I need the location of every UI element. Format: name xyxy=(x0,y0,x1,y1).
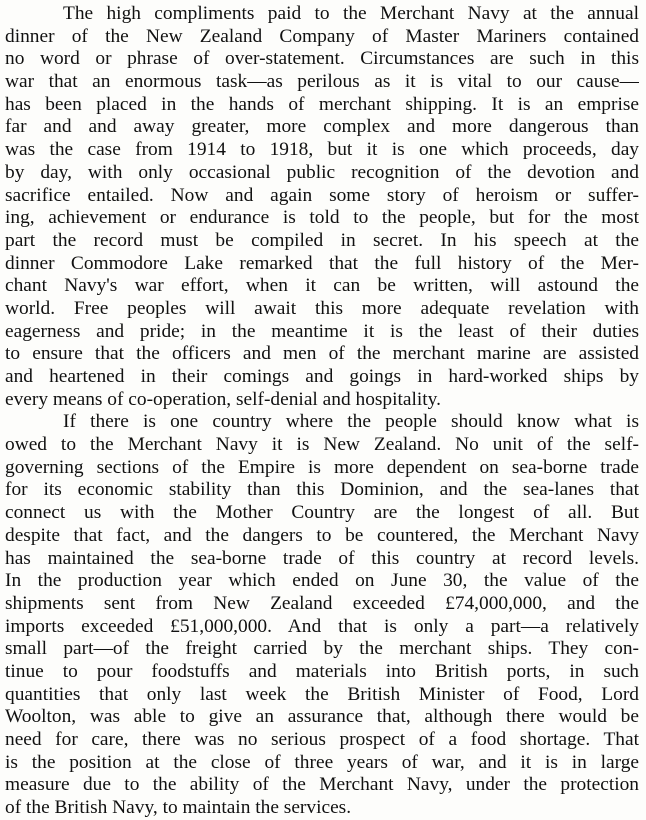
text-line: every means of co-operation, self-denial and hospitality. xyxy=(5,388,441,410)
text-line: has been placed in the hands of merchant shipping. It is an emprise xyxy=(5,93,639,115)
text-line: war that an enormous task—as perilous as it is vital to our cause— xyxy=(5,71,639,93)
paragraph-1 xyxy=(5,3,639,411)
text-line: dinner Commodore Lake remarked that the full history of the Mer- xyxy=(5,252,639,274)
text-line: sacrifice entailed. Now and again some story of heroism or suffer- xyxy=(5,184,639,206)
text-line: of the British Navy, to maintain the services. xyxy=(5,797,352,819)
text-line: world. Free peoples will await this more adequate revelation with xyxy=(5,297,639,319)
text-line: Woolton, was able to give an assurance that, although there would be xyxy=(5,706,639,728)
text-line: eagerness and pride; in the meantime it is the least of their duties xyxy=(5,320,639,342)
text-line: ing, achievement or endurance is told to the people, but for the most xyxy=(5,207,639,229)
text-line: no word or phrase of over-statement. Circumstances are such in this xyxy=(5,48,639,70)
text-line: connect us with the Mother Country are the longest of all. But xyxy=(5,502,639,524)
text-line: to ensure that the officers and men of the merchant marine are assisted xyxy=(5,343,639,365)
text-line: is the position at the close of three years of war, and it is in large xyxy=(5,751,639,773)
paragraph-2 xyxy=(5,411,639,819)
text-line: need for care, there was no serious prospect of a food shortage. That xyxy=(5,729,639,750)
text-line: tinue to pour foodstuffs and materials into British ports, in such xyxy=(5,660,639,682)
text-line: governing sections of the Empire is more dependent on sea-borne trade xyxy=(5,456,639,478)
text-line: chant Navy's war effort, when it can be written, will astound the xyxy=(5,275,639,297)
text-line: owed to the Merchant Navy it is New Zealand. No unit of the self- xyxy=(5,434,639,456)
text-line: small part—of the freight carried by the merchant ships. They con- xyxy=(5,638,639,660)
text-line: for its economic stability than this Dominion, and the sea-lanes that xyxy=(5,479,639,501)
text-line: imports exceeded £51,000,000. And that is only a part—a relatively xyxy=(5,615,639,637)
text-line: shipments sent from New Zealand exceeded £74,000,000, and the xyxy=(5,592,639,614)
text-line: by day, with only occasional public recognition of the devotion and xyxy=(5,161,639,183)
text-line: despite that fact, and the dangers to be countered, the Merchant Navy xyxy=(5,524,639,546)
text-line: dinner of the New Zealand Company of Master Mariners contained xyxy=(5,25,639,47)
text-line: The high compliments paid to the Merchant Navy at the annual xyxy=(63,3,639,24)
text-line: In the production year which ended on June 30, the value of the xyxy=(5,570,639,592)
text-line: quantities that only last week the British Minister of Food, Lord xyxy=(5,683,639,705)
text-line: measure due to the ability of the Merchant Navy, under the protection xyxy=(5,774,639,796)
text-line: If there is one country where the people should know what is xyxy=(63,411,639,433)
text-line: and heartened in their comings and goings in hard-worked ships by xyxy=(5,366,639,387)
text-line: far and and away greater, more complex and more dangerous than xyxy=(5,116,639,138)
text-line: was the case from 1914 to 1918, but it is one which proceeds, day xyxy=(5,139,639,161)
text-line: part the record must be compiled in secret. In his speech at the xyxy=(5,229,639,251)
text-line: has maintained the sea-borne trade of this country at record levels. xyxy=(5,547,639,569)
